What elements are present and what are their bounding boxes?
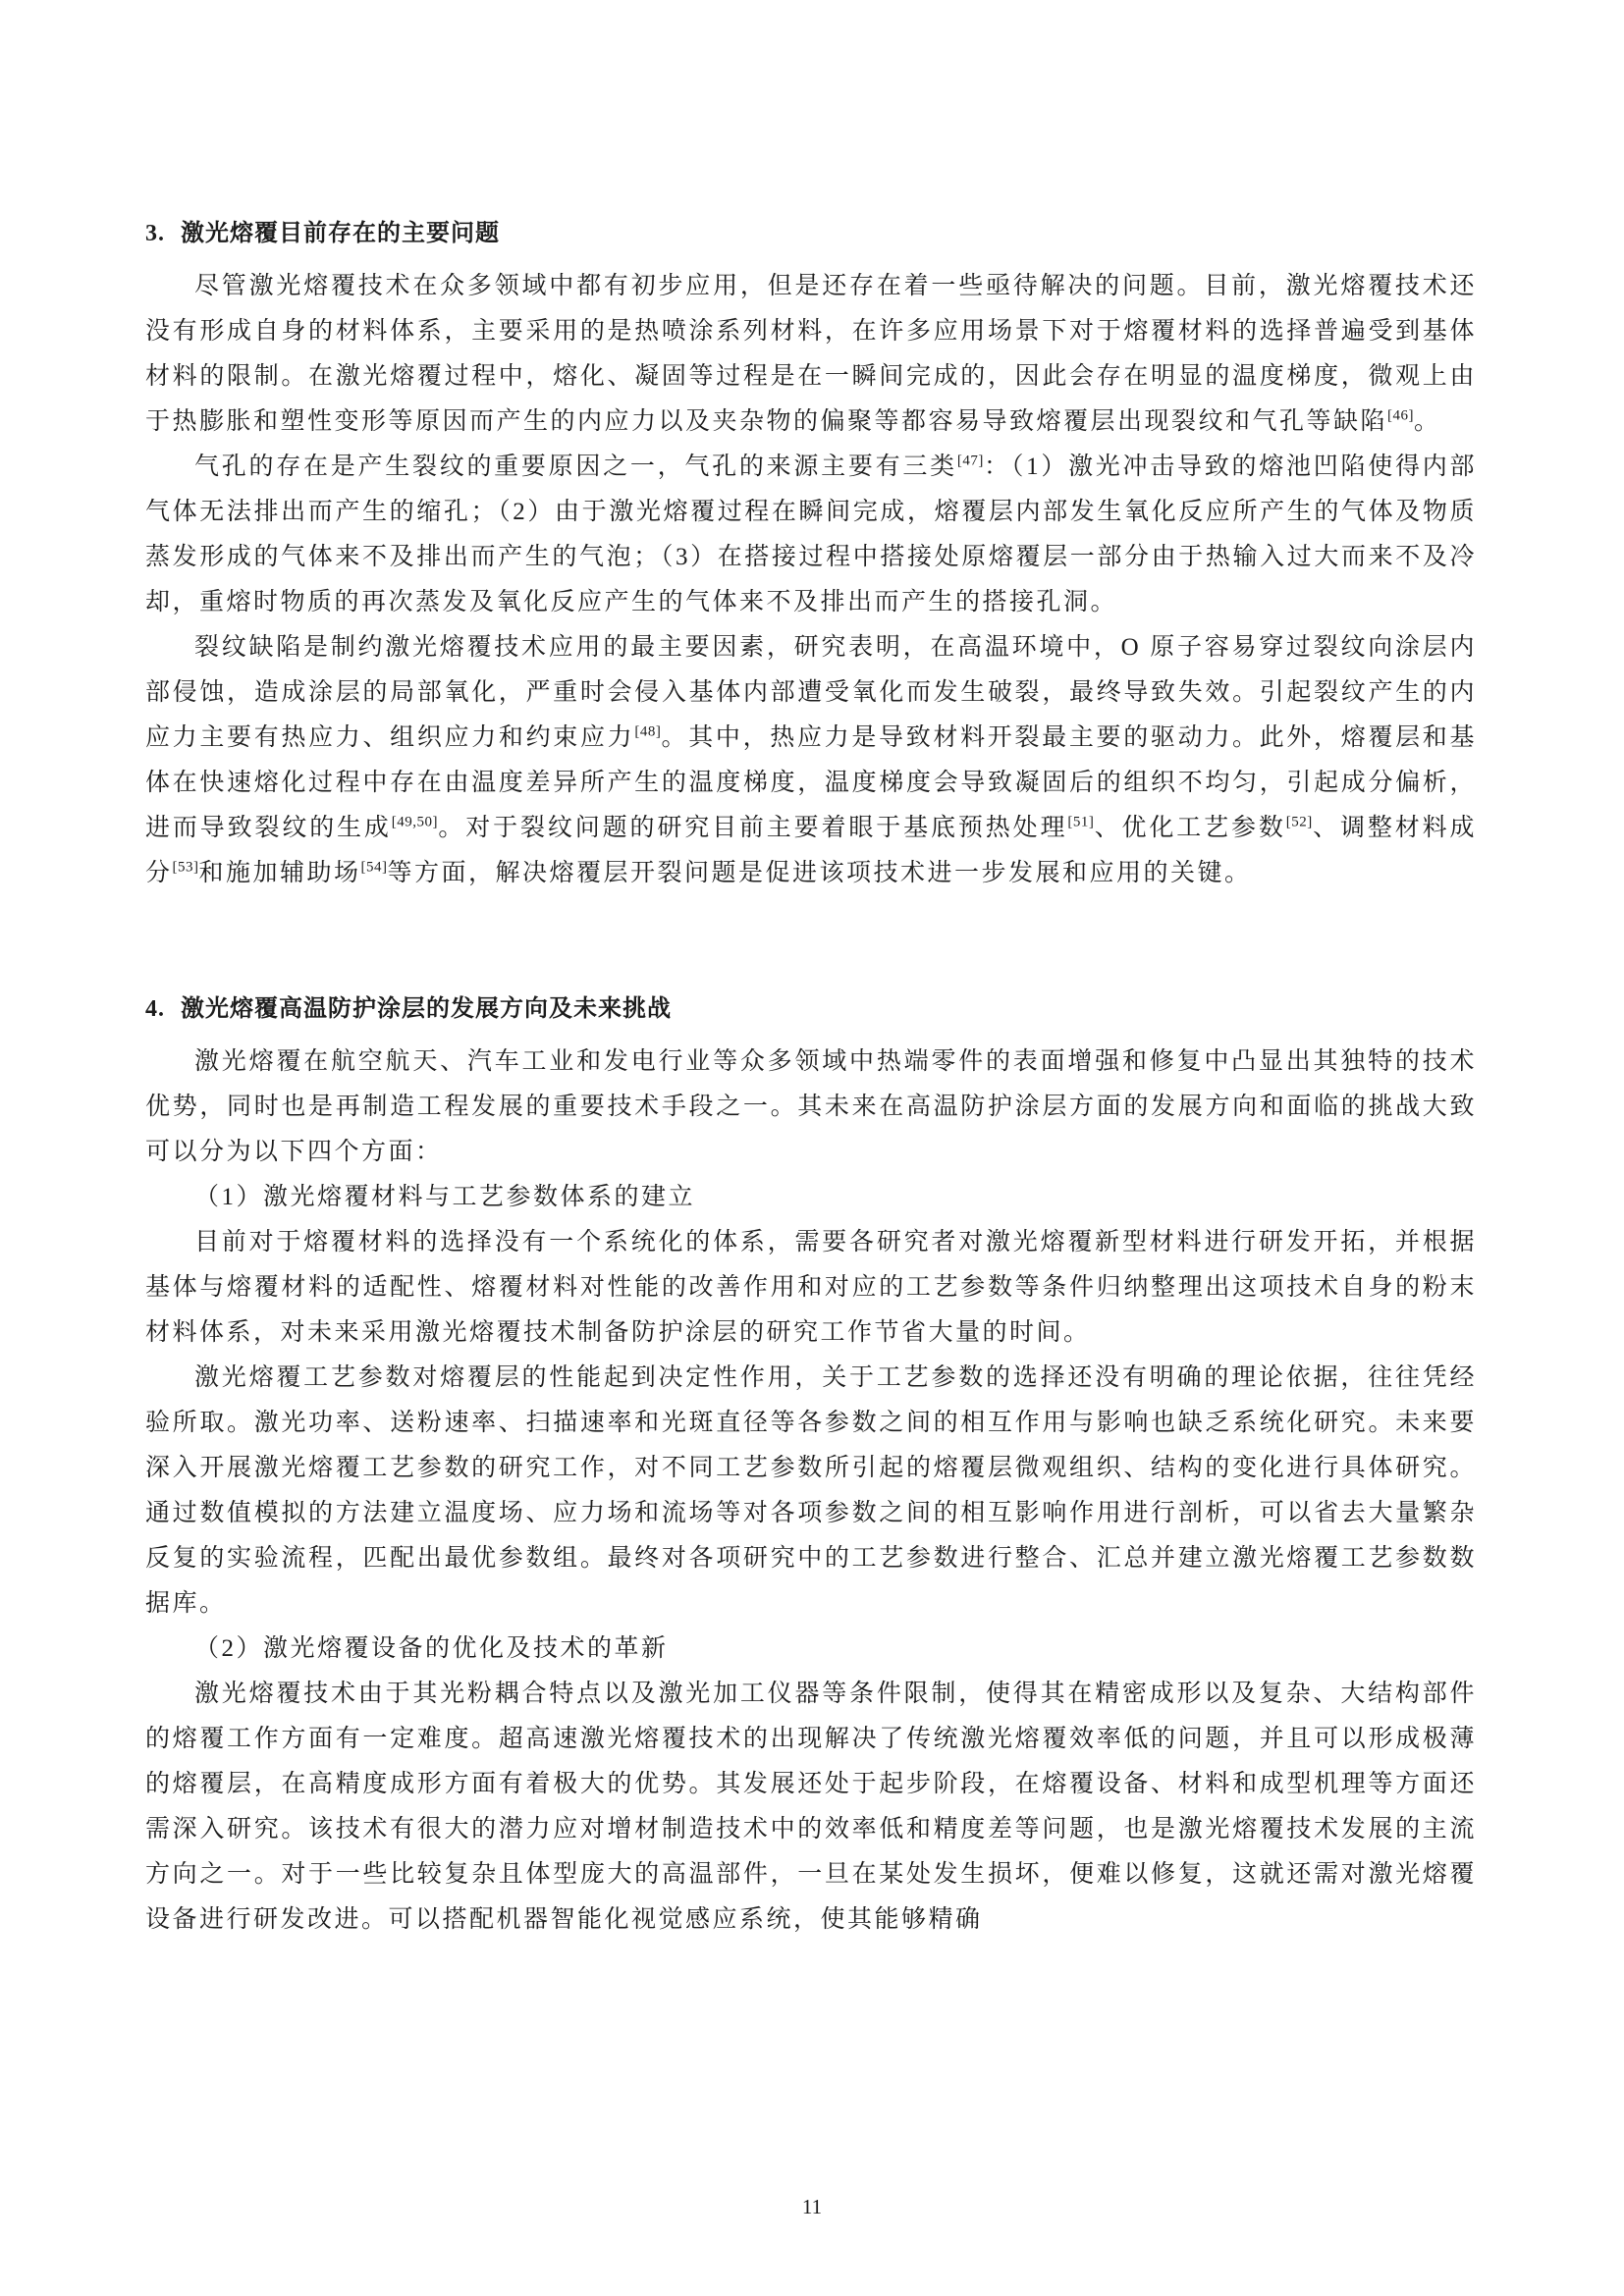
text-run: 。其中，热应力是导致材料开裂最主要的驱动力。此外，熔覆层和基体在快速熔化过程中存在由温度差异所产生的温度梯度，温度梯度会导致凝固后的组织不均匀，引起成分偏析，进而导致裂纹的生成 (145, 724, 1477, 841)
text-run: 和施加辅助场 (198, 860, 361, 886)
paragraph (145, 1356, 1477, 1627)
text-run: 、优化工艺参数 (1094, 815, 1286, 841)
paragraph (145, 1040, 1477, 1175)
page-content (145, 211, 1477, 1943)
citation-ref: [53] (172, 859, 199, 876)
citation-ref: [48] (634, 723, 662, 740)
section-number: 4. (145, 996, 165, 1022)
citation-ref: [49,50] (391, 814, 439, 830)
text-run: 。对于裂纹问题的研究目前主要着眼于基底预热处理 (438, 815, 1068, 841)
citation-ref: [54] (360, 859, 388, 876)
paragraph (145, 445, 1477, 625)
text-run: 裂纹缺陷是制约激光熔覆技术应用的最主要因素，研究表明，在高温环境中，O 原子容易穿过裂纹向涂层内部侵蚀，造成涂层的局部氧化，严重时会侵入基体内部遭受氧化而发生破裂，最终导致失效。引起裂纹产生的内应力主要有热应力、组织应力和约束应力 (145, 634, 1477, 751)
citation-ref: [47] (956, 453, 984, 469)
paragraph (145, 1220, 1477, 1356)
text-run: （2）激光熔覆设备的优化及技术的革新 (194, 1635, 669, 1662)
section-title: 激光熔覆目前存在的主要问题 (181, 221, 500, 246)
text-run: 尽管激光熔覆技术在众多领域中都有初步应用，但是还存在着一些亟待解决的问题。目前，激光熔覆技术还没有形成自身的材料体系，主要采用的是热喷涂系列材料，在许多应用场景下对于熔覆材料的选择普遍受到基体材料的限制。在激光熔覆过程中，熔化、凝固等过程是在一瞬间完成的，因此会存在明显的温度梯度，微观上由于热膨胀和塑性变形等原因而产生的内应力以及夹杂物的偏聚等都容易导致熔覆层出现裂纹和气孔等缺陷 (145, 273, 1477, 435)
section-title: 激光熔覆高温防护涂层的发展方向及未来挑战 (181, 996, 672, 1022)
paragraph (145, 1672, 1477, 1943)
text-run: 、调整材料成分 (145, 815, 1477, 886)
text-run: 激光熔覆在航空航天、汽车工业和发电行业等众多领域中热端零件的表面增强和修复中凸显出其独特的技术优势，同时也是再制造工程发展的重要技术手段之一。其未来在高温防护涂层方面的发展方向和面临的挑战大致可以分为以下四个方面： (145, 1048, 1477, 1165)
section-problems (145, 211, 1477, 896)
page-number: 11 (801, 2195, 823, 2218)
page-footer (0, 2195, 1624, 2219)
citation-ref: [52] (1285, 814, 1313, 830)
paragraph (145, 264, 1477, 445)
text-run: 等方面，解决熔覆层开裂问题是促进该项技术进一步发展和应用的关键。 (387, 860, 1252, 886)
text-run: 激光熔覆工艺参数对熔覆层的性能起到决定性作用，关于工艺参数的选择还没有明确的理论依据，往往凭经验所取。激光功率、送粉速率、扫描速率和光斑直径等各参数之间的相互作用与影响也缺乏系统化研究。未来要深入开展激光熔覆工艺参数的研究工作，对不同工艺参数所引起的熔覆层微观组织、结构的变化进行具体研究。通过数值模拟的方法建立温度场、应力场和流场等对各项参数之间的相互影响作用进行剖析，可以省去大量繁杂反复的实验流程，匹配出最优参数组。最终对各项研究中的工艺参数进行整合、汇总并建立激光熔覆工艺参数数据库。 (145, 1364, 1477, 1617)
text-run: 。 (1414, 408, 1441, 435)
list-item-heading (145, 1175, 1477, 1220)
citation-ref: [46] (1387, 407, 1415, 424)
section-future-directions (145, 987, 1477, 1943)
section-number: 3. (145, 221, 165, 246)
text-run: （1）激光熔覆材料与工艺参数体系的建立 (194, 1184, 696, 1210)
citation-ref: [51] (1067, 814, 1095, 830)
paragraph (145, 625, 1477, 896)
text-run: ：（1）激光冲击导致的熔池凹陷使得内部气体无法排出而产生的缩孔；（2）由于激光熔覆过程在瞬间完成，熔覆层内部发生氧化反应所产生的气体及物质蒸发形成的气体来不及排出而产生的气泡；（3）在搭接过程中搭接处原熔覆层一部分由于热输入过大而来不及冷却，重熔时物质的再次蒸发及氧化反应产生的气体来不及排出而产生的搭接孔洞。 (145, 454, 1477, 615)
text-run: 气孔的存在是产生裂纹的重要原因之一，气孔的来源主要有三类 (194, 454, 957, 480)
list-item-heading (145, 1627, 1477, 1672)
section-heading (145, 211, 1477, 256)
section-heading (145, 987, 1477, 1032)
text-run: 目前对于熔覆材料的选择没有一个系统化的体系，需要各研究者对激光熔覆新型材料进行研发开拓，并根据基体与熔覆材料的适配性、熔覆材料对性能的改善作用和对应的工艺参数等条件归纳整理出这项技术自身的粉末材料体系，对未来采用激光熔覆技术制备防护涂层的研究工作节省大量的时间。 (145, 1229, 1477, 1346)
text-run: 激光熔覆技术由于其光粉耦合特点以及激光加工仪器等条件限制，使得其在精密成形以及复杂、大结构部件的熔覆工作方面有一定难度。超高速激光熔覆技术的出现解决了传统激光熔覆效率低的问题，并且可以形成极薄的熔覆层，在高精度成形方面有着极大的优势。其发展还处于起步阶段，在熔覆设备、材料和成型机理等方面还需深入研究。该技术有很大的潜力应对增材制造技术中的效率低和精度差等问题，也是激光熔覆技术发展的主流方向之一。对于一些比较复杂且体型庞大的高温部件，一旦在某处发生损坏，便难以修复，这就还需对激光熔覆设备进行研发改进。可以搭配机器智能化视觉感应系统，使其能够精确 (145, 1681, 1477, 1933)
